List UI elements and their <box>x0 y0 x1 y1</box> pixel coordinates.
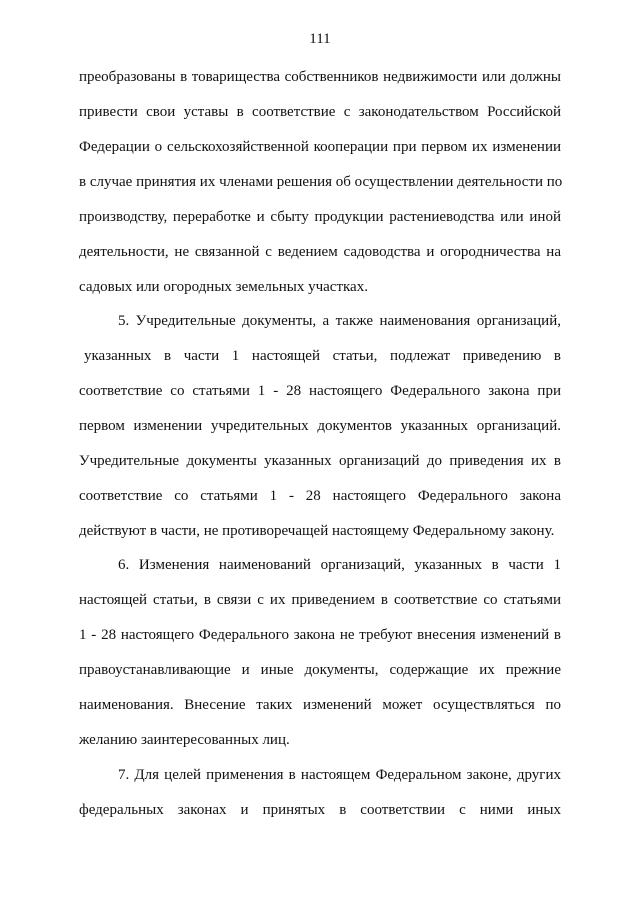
text-line: 6. Изменения наименований организаций, указанных в части 1 <box>118 557 561 573</box>
text-line: желанию заинтересованных лиц. <box>79 732 290 748</box>
text-line: 1 - 28 настоящего Федерального закона не требуют внесения изменений в <box>79 627 561 643</box>
text-line: 7. Для целей применения в настоящем Федеральном законе, других <box>118 767 561 783</box>
text-line: первом изменении учредительных документов указанных организаций. <box>79 418 561 434</box>
text-line: преобразованы в товарищества собственников недвижимости или должны <box>79 69 561 85</box>
text-line: 5. Учредительные документы, а также наименования организаций, <box>118 313 561 329</box>
text-line: наименования. Внесение таких изменений может осуществляться по <box>79 697 561 713</box>
text-line: садовых или огородных земельных участках. <box>79 279 368 295</box>
text-line: производству, переработке и сбыту продукции растениеводства или иной <box>79 209 561 225</box>
text-line: федеральных законах и принятых в соответствии с ними иных <box>79 802 561 818</box>
page-number: 111 <box>309 31 331 47</box>
text-line: соответствие со статьями 1 - 28 настоящего Федерального закона при <box>79 383 561 399</box>
text-line: настоящей статьи, в связи с их приведением в соответствие со статьями <box>79 592 561 608</box>
text-line: действуют в части, не противоречащей настоящему Федеральному закону. <box>79 523 555 539</box>
text-line: соответствие со статьями 1 - 28 настоящего Федерального закона <box>79 488 561 504</box>
text-line: привести свои уставы в соответствие с законодательством Российской <box>79 104 561 120</box>
text-line: в случае принятия их членами решения об осуществлении деятельности по <box>79 174 563 190</box>
text-line: правоустанавливающие и иные документы, содержащие их прежние <box>79 662 561 678</box>
text-line: Учредительные документы указанных организаций до приведения их в <box>79 453 561 469</box>
text-line: указанных в части 1 настоящей статьи, подлежат приведению в <box>84 348 561 364</box>
text-line: деятельности, не связанной с ведением садоводства и огородничества на <box>79 244 561 260</box>
text-line: Федерации о сельскохозяйственной кооперации при первом их изменении <box>79 139 561 155</box>
